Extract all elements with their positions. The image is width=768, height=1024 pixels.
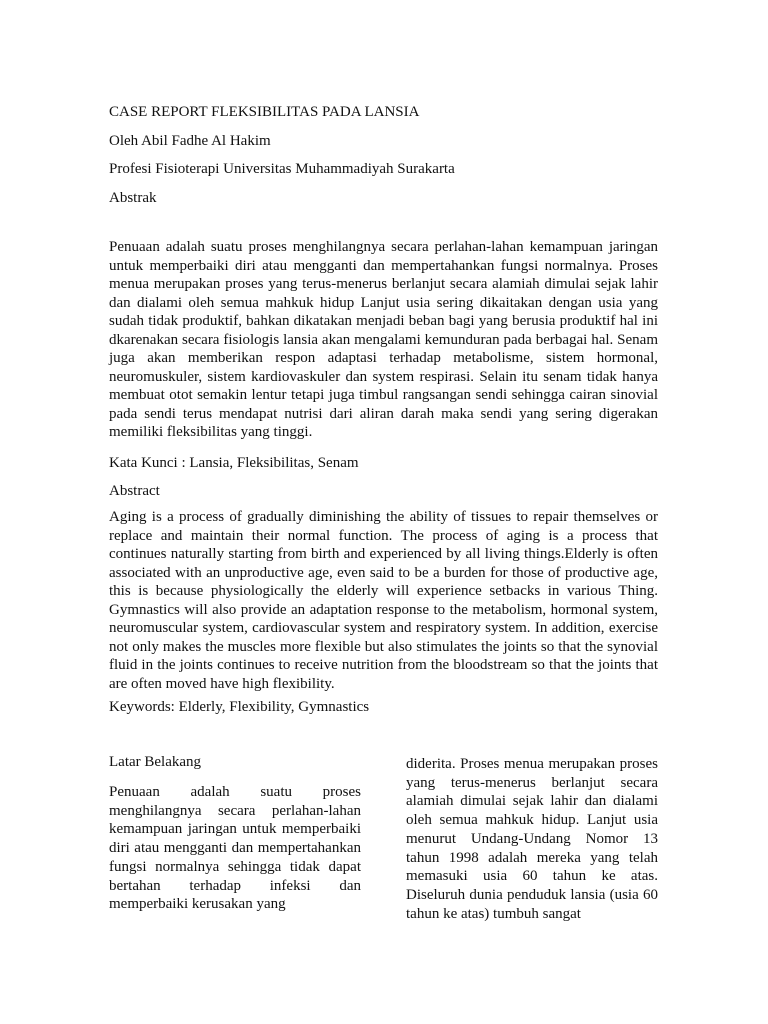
latar-belakang-heading: Latar Belakang <box>109 754 202 770</box>
latar-belakang-right-column: diderita. Proses menua merupakan proses yang terus-menerus berlanjut secara alamiah dimulai sejak lahir dan dialami oleh semua mahkuk hidup. Lanjut usia menurut Undang-Undang Nomor 13 tahun 1998 adalah mereka yang telah memasuki usia 60 tahun ke atas. Diseluruh dunia penduduk lansia (usia 60 tahun ke atas) tumbuh sangat <box>406 756 658 922</box>
abstract-body: Aging is a process of gradually diminishing the ability of tissues to repair themselves or replace and maintain their normal function. The process of aging is a process that continues naturally starting from birth and experienced by all living things.Elderly is often associated with an unproductive age, even said to be a burden for those of productive age, this is because physiologically the elderly will experience setbacks in various Thing. Gymnastics will also provide an adaptation response to the metabolism, hormonal system, neuromuscular system, cardiovascular system and respiratory system. In addition, exercise not only makes the muscles more flexible but also stimulates the joints so that the synovial fluid in the joints continues to receive nutrition from the bloodstream so that the joints that are often moved have high flexibility. <box>109 509 658 692</box>
paper-title: CASE REPORT FLEKSIBILITAS PADA LANSIA <box>109 104 420 120</box>
abstrak-heading: Abstrak <box>109 190 157 206</box>
abstrak-keywords: Kata Kunci : Lansia, Fleksibilitas, Senam <box>109 455 359 471</box>
abstract-keywords: Keywords: Elderly, Flexibility, Gymnastics <box>109 699 370 715</box>
abstrak-body: Penuaan adalah suatu proses menghilangnya secara perlahan-lahan kemampuan jaringan untuk memperbaiki diri atau mengganti dan mempertahankan fungsi normalnya. Proses menua merupakan proses yang terus-menerus berlanjut secara alamiah dimulai sejak lahir dan dialami oleh semua mahkuk hidup Lanjut usia sering dikaitakan dengan usia yang sudah tidak produktif, bahkan dikatakan menjadi beban bagi yang berusia produktif hal ini dkarenakan secara fisiologis lansia akan mengalami kemunduran pada berbagai hal. Senam juga akan memberikan respon adaptasi terhadap metabolisme, sistem hormonal, neuromuskuler, sistem kardiovaskuler dan system respirasi. Selain itu senam tidak hanya membuat otot semakin lentur tetapi juga timbul rangsangan sendi sehingga cairan sinovial pada sendi terus mendapat nutrisi dari aliran darah maka sendi yang sering digerakan memiliki fleksibilitas yang tinggi. <box>109 239 658 440</box>
abstract-heading: Abstract <box>109 483 160 499</box>
author-line: Oleh Abil Fadhe Al Hakim <box>109 133 271 149</box>
latar-belakang-left-column: Penuaan adalah suatu proses menghilangnya secara perlahan-lahan kemampuan jaringan untuk memperbaiki diri atau mengganti dan mempertahankan fungsi normalnya sehingga tidak dapat bertahan terhadap infeksi dan memperbaiki kerusakan yang <box>109 784 361 913</box>
affiliation-line: Profesi Fisioterapi Universitas Muhammadiyah Surakarta <box>109 161 455 177</box>
